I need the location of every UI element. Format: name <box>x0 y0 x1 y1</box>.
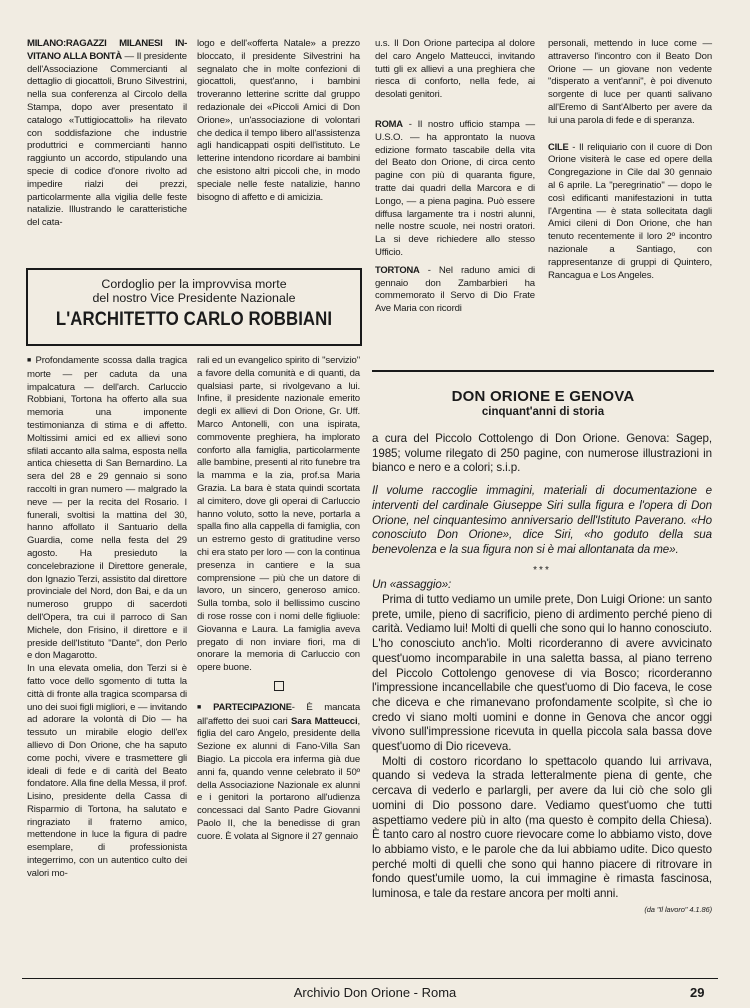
partecipazione-name: Sara Matteucci <box>291 715 358 727</box>
archive-label: Archivio Don Orione - Roma <box>293 985 457 1000</box>
cile-text: - Il reliquiario con il cuore di Don Orione visiterà le case ed opere della Congregazione in Cile dal 30 gennaio al 6 aprile. La "peregrinatio" — dopo le così edificanti manifestazioni in tutta l'Argentina — è stata sollecitata dagli Amici cileni di Don Orione, che han tenuto recentemente il loro 2º incontro nazionale a Santiago, con rappresentanze di gruppi di Quintero, Rancagua e Los Angeles. <box>548 141 713 281</box>
genova-top-rule <box>372 370 714 372</box>
cordoglio-headline-box <box>26 268 362 346</box>
robbiani-continued-text: rali ed un evangelico spirito di "servizio" a favore della comunità e di quanti, da qualsiasi parte, si rivolgevano a lui. Infine, il presidente nazionale emerito degli ex allievi di Don Orione, Gr. Uff. Marco Antonelli, con una ispirata, commovente preghiera, ha implorato conforto alla famiglia, particolarmente alle bambine, presenti al rito funebre tra la mamma e la zia, prof.sa Maria Grazia. La bara è stata quindi scortata al cimitero, dove gli operai di Carluccio hanno voluto, sotto la neve, portarla a spalla fino alla cappella di famiglia, con un estremo gesto di gratitudine verso chi era stato per loro — con la continua presenza in cantiere e la sua comprensione — più che un datore di lavoro, un sincero, generoso amico. Sulla tomba, solo il bellissimo cuscino di rose rosse con i nomi delle figliuole: Giovanna e Laura. La famiglia aveva pregato di non inviare fiori, ma di onorare la memoria di Carluccio con opere buone. <box>197 355 360 674</box>
milano-text: — Il presidente dell'Associazione Commercianti al dettaglio di giocattoli, Bruno Silvestrini, nella sua conferenza al Circolo della Stampa, dopo aver presentato il catalogo «Tuttigiocattoli» ha rilevato con soddisfazione che industrie produttrici e commercianti hanno raggiunto un accordo, stipulando una specie di codice d'onore rivolto ad impedire rialzi dei prezzi, particolarmente alla vigilia delle feste natalizie. Illustrando le caratteristiche del cata- <box>27 50 187 229</box>
genova-source: (da "Il lavoro" 4.1.86) <box>644 904 712 914</box>
footer-rule <box>22 978 718 979</box>
giocattoli-continued-text: logo e dell'«offerta Natale» a prezzo bloccato, il presidente Silvestrini ha segnalato che in molte confezioni di giocattoli, quest'anno, i bambini troveranno letterine scritte dal gruppo redazionale dei «Piccoli Amici di Don Orione», un'associazione di volontari che dedica il tempo libero all'assistenza agli handicappati ospiti dell'istituto. Le letterine intendono ricordare ai bambini che esistono altri piccoli che, in modo speciale nelle feste natalizie, hanno bisogno di affetto e di amicizia. <box>197 38 360 203</box>
column-4-top <box>548 38 712 282</box>
matteucci-continued-text: u.s. Il Don Orione partecipa al dolore del caro Angelo Matteucci, invitando tutti gli ex allievi a una preghiera che riesca di conforto, nella fede, ai desolati genitori. <box>375 38 535 101</box>
genova-credits: a cura del Piccolo Cottolengo di Don Orione. Genova: Sagep, 1985; volume rilegato di 250 pagine, con numerose illustrazioni in bianco e nero e a colori; s.i.p. <box>372 432 712 475</box>
column-2-top <box>197 38 360 204</box>
partecipazione-kicker: PARTECIPAZIONE <box>213 700 292 712</box>
roma-text: - Il nostro ufficio stampa — U.S.O. — ha approntato la nuova edizione formato tascabile della vita del Beato don Orione, di circa cento pagine con più di quaranta figure, tratte dai quadri della Marcora e di Longo, — a piena pagina. Può essere diffusa largamente tra i nostri alunni, nelle nostre scuole, nei nostri oratori. La si deve richiedere allo stesso Ufficio. <box>375 118 536 258</box>
genova-assaggio: Un «assaggio»: <box>372 578 452 592</box>
cordoglio-line-1: Cordoglio per la improvvisa morte <box>101 277 287 291</box>
genova-stars: *** <box>533 564 551 576</box>
bullet-icon: ■ <box>27 357 33 364</box>
milano-kicker: MILANO:RAGAZZI MILANESI IN- VITANO ALLA BONTÀ <box>27 38 187 62</box>
page-number: 29 <box>690 985 705 1000</box>
robbiani-paragraph-2: In una elevata omelia, don Terzi si è fatto voce dello sgomento di tutta la città di fronte alla tragica scomparsa di uno dei suoi figli migliori, e — invitando ad adorare la volontà di Dio — ha tessuto un mirabile elogio dell'ex allievo di Don Orione, che ha saputo come pochi, vivere e trasmettere gli ideali di fede e di carità del Beato fondatore. Alla fine della Messa, il prof. Lisino, presidente della Cassa di Risparmio di Tortona, ha salutato e ringraziato il fraterno amico, mettendone in luce la figura di padre esemplare, di professionista integerrimo, con un autentico culto dei valori mo- <box>27 663 187 879</box>
genova-paragraph-2: Molti di costoro ricordano lo spettacolo quando lui arrivava, quando si vedeva la strada letteralmente piena di gente, che cercava di vederlo e parlargli, per avere da lui ciò che solo gli uomini di Dio possono dare. Vediamo quest'uomo che tutti aspettiamo vedere più in alto (ma questo è compito della Chiesa). È tanto caro al nostro cuore rievocare come lo abbiamo visto, dove lo abbiamo visto, e le parole che da lui abbiamo udite. Dico questo perché molti di quelli che sono qui hanno piacere di ritrovare in fondo quest'umile uomo, la cui immagine è rimasta fascinosa, luminosa, e tale da restare ancora per molti anni. <box>372 754 712 901</box>
tortona-continued-text: personali, mettendo in luce come — attraverso l'incontro con il Beato Don Orione — un giovane non vedente "disperato a vent'anni", è poi divenuto sorgente di luce per quanti salivano all'Eremo di Sant'Alberto per avere da lui una parola di fede e di speranza. <box>548 38 712 126</box>
tortona-text: - Nel raduno amici di gennaio don Zambarbieri ha commemorato il Servo di Dio Frate Ave Maria con ricordi <box>375 264 535 315</box>
bullet-icon: ■ <box>197 703 211 711</box>
partecipazione-text-post: , figlia del caro Angelo, presidente della Sezione ex alunni di Fano-Villa San Biagio. La piccola era inferma già due anni fa, quando venne celebrato il 50º della Associazione Nazionale ex alunni e i genitori la portarono all'udienza concessaci dal Santo Padre Giovanni Paolo II, che la benedisse di gran cuore. È volata al Signore il 27 gennaio <box>197 715 360 842</box>
section-divider-square-icon <box>274 681 284 691</box>
cile-kicker: CILE <box>548 140 569 152</box>
tortona-kicker: TORTONA <box>375 263 420 275</box>
roma-kicker: ROMA <box>375 117 403 129</box>
genova-subtitle: cinquant'anni di storia <box>481 406 605 418</box>
robbiani-paragraph-1: Profondamente scossa dalla tragica morte — per caduta da una impalcatura — dell'arch. Carluccio Robbiani, Tortona ha offerto alla sua memoria una imponente testimonianza di stima e di affetto. Moltissimi amici ed ex allievi sono sfilati accanto alla salma, esposta nella antica chiesetta di San Bernardino. La sera del 28 e 29 gennaio si sono raccolti in gran numero — malgrado la neve — per la recita del Rosario. I funerali, svoltisi la mattina del 30, hanno affollato il Santuario della Guardia, come nella festa del 29 agosto. Ha presieduto la concelebrazione il Direttore generale, don Ignazio Terzi, assistito dal direttore provinciale del Nord, don Bai, e da un numeroso gruppo di sacerdoti dell'Opera, tra cui il parroco di San Michele, don Frisino, il direttore e il preside dell'Istituto "Dante", don Perlo e don Magarotto. <box>27 355 187 662</box>
column-1-bottom <box>27 355 187 881</box>
column-1-top <box>27 38 187 230</box>
cordoglio-line-2: del nostro Vice Presidente Nazionale <box>92 291 296 305</box>
cordoglio-title: L'ARCHITETTO CARLO ROBBIANI <box>55 308 333 330</box>
genova-article <box>372 432 712 918</box>
column-2-bottom <box>197 355 360 843</box>
genova-title: DON ORIONE E GENOVA <box>451 388 635 405</box>
genova-paragraph-1: Prima di tutto vediamo un umile prete, Don Luigi Orione: un santo prete, umile, pieno di sacrificio, pieno di ardimento perché pieno di carità. Vediamo lui! Molti di quelli che sono qui lo hanno conosciuto. L'ho conosciuto anch'io. Molti ricorderanno di avere avvicinato quest'uomo incomparabile in una saletta bassa, al piano terreno del Piccolo Cottolengo genovese di via Bosco; ricorderanno l'impressione incancellabile che quest'uomo di Dio faceva, le cose che diceva e che rimanevano profondamente scolpite, sì che io credo vi siano molti uomini e donne in Genova che ancor oggi vivono sull'impressione ricevuta in quella piccola sala bassa dove quest'uomo di Dio riceveva. <box>372 593 712 754</box>
genova-intro: Il volume raccoglie immagini, materiali di documentazione e interventi del cardinale Giuseppe Siri sulla figura e l'opera di Don Orione, nel cinquantesimo anniversario dell'Istituto Paverano. «Ho conosciuto Don Orione», dice Siri, «ho goduto della sua benevolenza e la sua figura non si è mai allontanata da me». <box>372 484 712 556</box>
column-3-top <box>375 38 535 316</box>
partecipazione-text-pre: - È mancata all'affetto dei suoi cari <box>197 701 360 727</box>
